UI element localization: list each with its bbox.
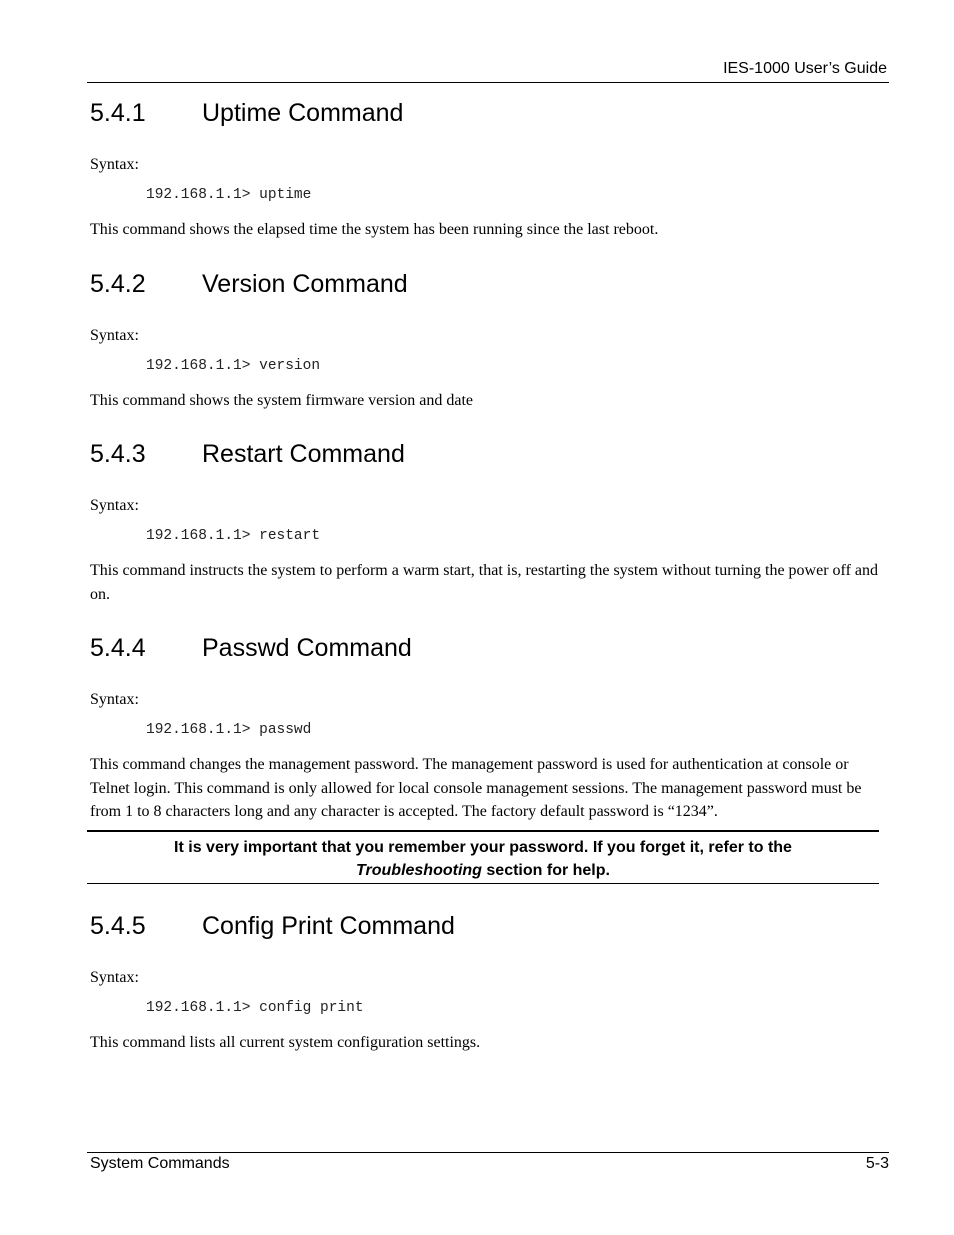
section-description: This command shows the system firmware version and date bbox=[90, 391, 474, 409]
section-description: This command instructs the system to perform a warm start, that is, restarting the system without turning the power off and on. bbox=[90, 562, 878, 603]
section-version bbox=[90, 268, 880, 413]
syntax-label: Syntax: bbox=[90, 326, 139, 344]
section-description: This command changes the management password. The management password is used for authentication at console or Telnet login. This command is only allowed for local console management sessions. The management password must be from 1 to 8 characters long and any character is accepted. The factory default password is “1234”. bbox=[90, 756, 862, 820]
section-config-print bbox=[90, 910, 880, 1055]
section-description: This command shows the elapsed time the system has been running since the last reboot. bbox=[90, 221, 659, 238]
syntax-label: Syntax: bbox=[90, 691, 139, 708]
syntax-label: Syntax: bbox=[90, 156, 139, 173]
section-title: Version Command bbox=[202, 269, 408, 298]
page-content bbox=[90, 97, 880, 1054]
command-syntax: 192.168.1.1> passwd bbox=[146, 722, 312, 738]
syntax-label: Syntax: bbox=[90, 968, 139, 986]
section-restart bbox=[90, 438, 880, 606]
section-number: 5.4.5 bbox=[90, 911, 146, 940]
section-number: 5.4.4 bbox=[90, 634, 146, 662]
command-syntax: 192.168.1.1> version bbox=[146, 357, 321, 374]
section-description: This command lists all current system configuration settings. bbox=[90, 1033, 481, 1051]
document-title: IES-1000 User’s Guide bbox=[723, 60, 887, 77]
section-uptime bbox=[90, 97, 880, 242]
section-number: 5.4.1 bbox=[90, 99, 146, 127]
important-note bbox=[87, 830, 879, 884]
page-number: 5-3 bbox=[865, 1155, 889, 1172]
page-header bbox=[87, 60, 889, 83]
section-number: 5.4.3 bbox=[90, 440, 146, 468]
note-line-2: section for help. bbox=[481, 861, 610, 879]
section-heading bbox=[90, 632, 880, 668]
section-heading bbox=[90, 910, 880, 946]
command-syntax: 192.168.1.1> uptime bbox=[146, 187, 312, 203]
note-emphasis: Troubleshooting bbox=[356, 861, 482, 879]
section-title: Passwd Command bbox=[202, 634, 412, 662]
section-title: Uptime Command bbox=[202, 99, 404, 127]
section-number: 5.4.2 bbox=[90, 269, 146, 298]
command-syntax: 192.168.1.1> config print bbox=[146, 999, 364, 1016]
syntax-label: Syntax: bbox=[90, 497, 139, 514]
section-heading bbox=[90, 438, 880, 474]
command-syntax: 192.168.1.1> restart bbox=[146, 528, 321, 544]
page-footer bbox=[87, 1152, 889, 1172]
note-line-1: It is very important that you remember your password. If you forget it, refer to the bbox=[174, 838, 792, 856]
chapter-name: System Commands bbox=[90, 1155, 230, 1172]
section-passwd bbox=[90, 632, 880, 884]
section-title: Config Print Command bbox=[202, 911, 455, 940]
section-heading bbox=[90, 268, 880, 304]
section-heading bbox=[90, 97, 880, 133]
section-title: Restart Command bbox=[202, 440, 405, 468]
